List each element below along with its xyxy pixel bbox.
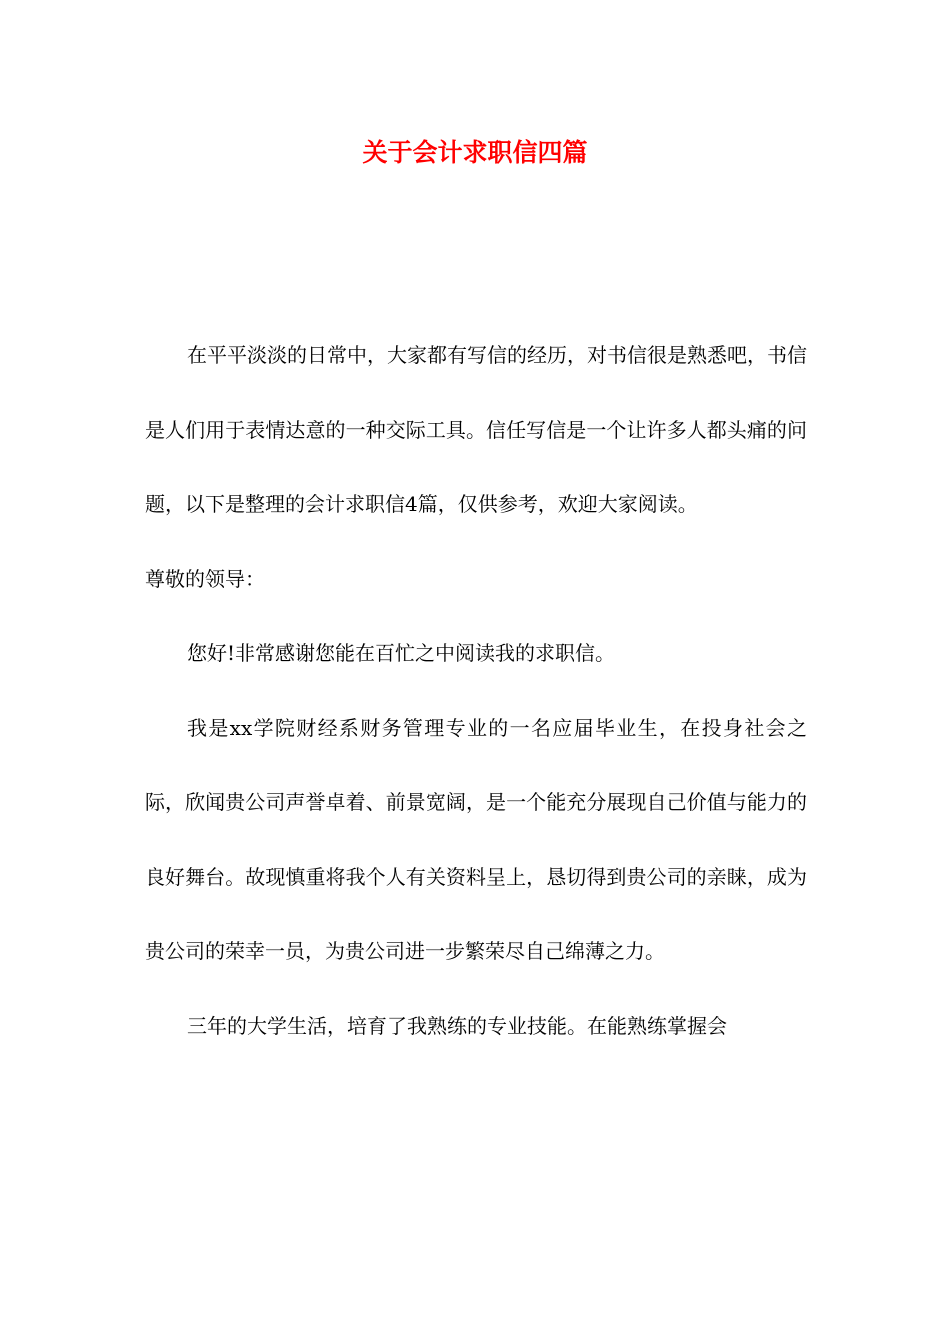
document-title: 关于会计求职信四篇 — [362, 138, 588, 167]
salutation: 尊敬的领导： — [145, 566, 265, 591]
greeting-paragraph: 您好!非常感谢您能在百忙之中阅读我的求职信。 — [187, 641, 616, 665]
skills-paragraph: 三年的大学生活，培育了我熟练的专业技能。在能熟练掌握会 — [187, 1013, 727, 1038]
intro-paragraph: 在平平淡淡的日常中，大家都有写信的经历，对书信很是熟悉吧，书信是人们用于表情达意的一种交际工具。信任写信是一个让许多人都头痛的问题，以下是整理的会计求职信4篇，仅供参考，欢迎大家阅读。 — [145, 343, 807, 516]
document-body — [145, 318, 807, 1063]
self-introduction-paragraph: 我是xx学院财经系财务管理专业的一名应届毕业生，在投身社会之际，欣闻贵公司声誉卓着、前景宽阔，是一个能充分展现自己价值与能力的良好舞台。故现慎重将我个人有关资料呈上，恳切得到贵公司的亲睐，成为贵公司的荣幸一员，为贵公司进一步繁荣尽自己绵薄之力。 — [145, 715, 807, 963]
